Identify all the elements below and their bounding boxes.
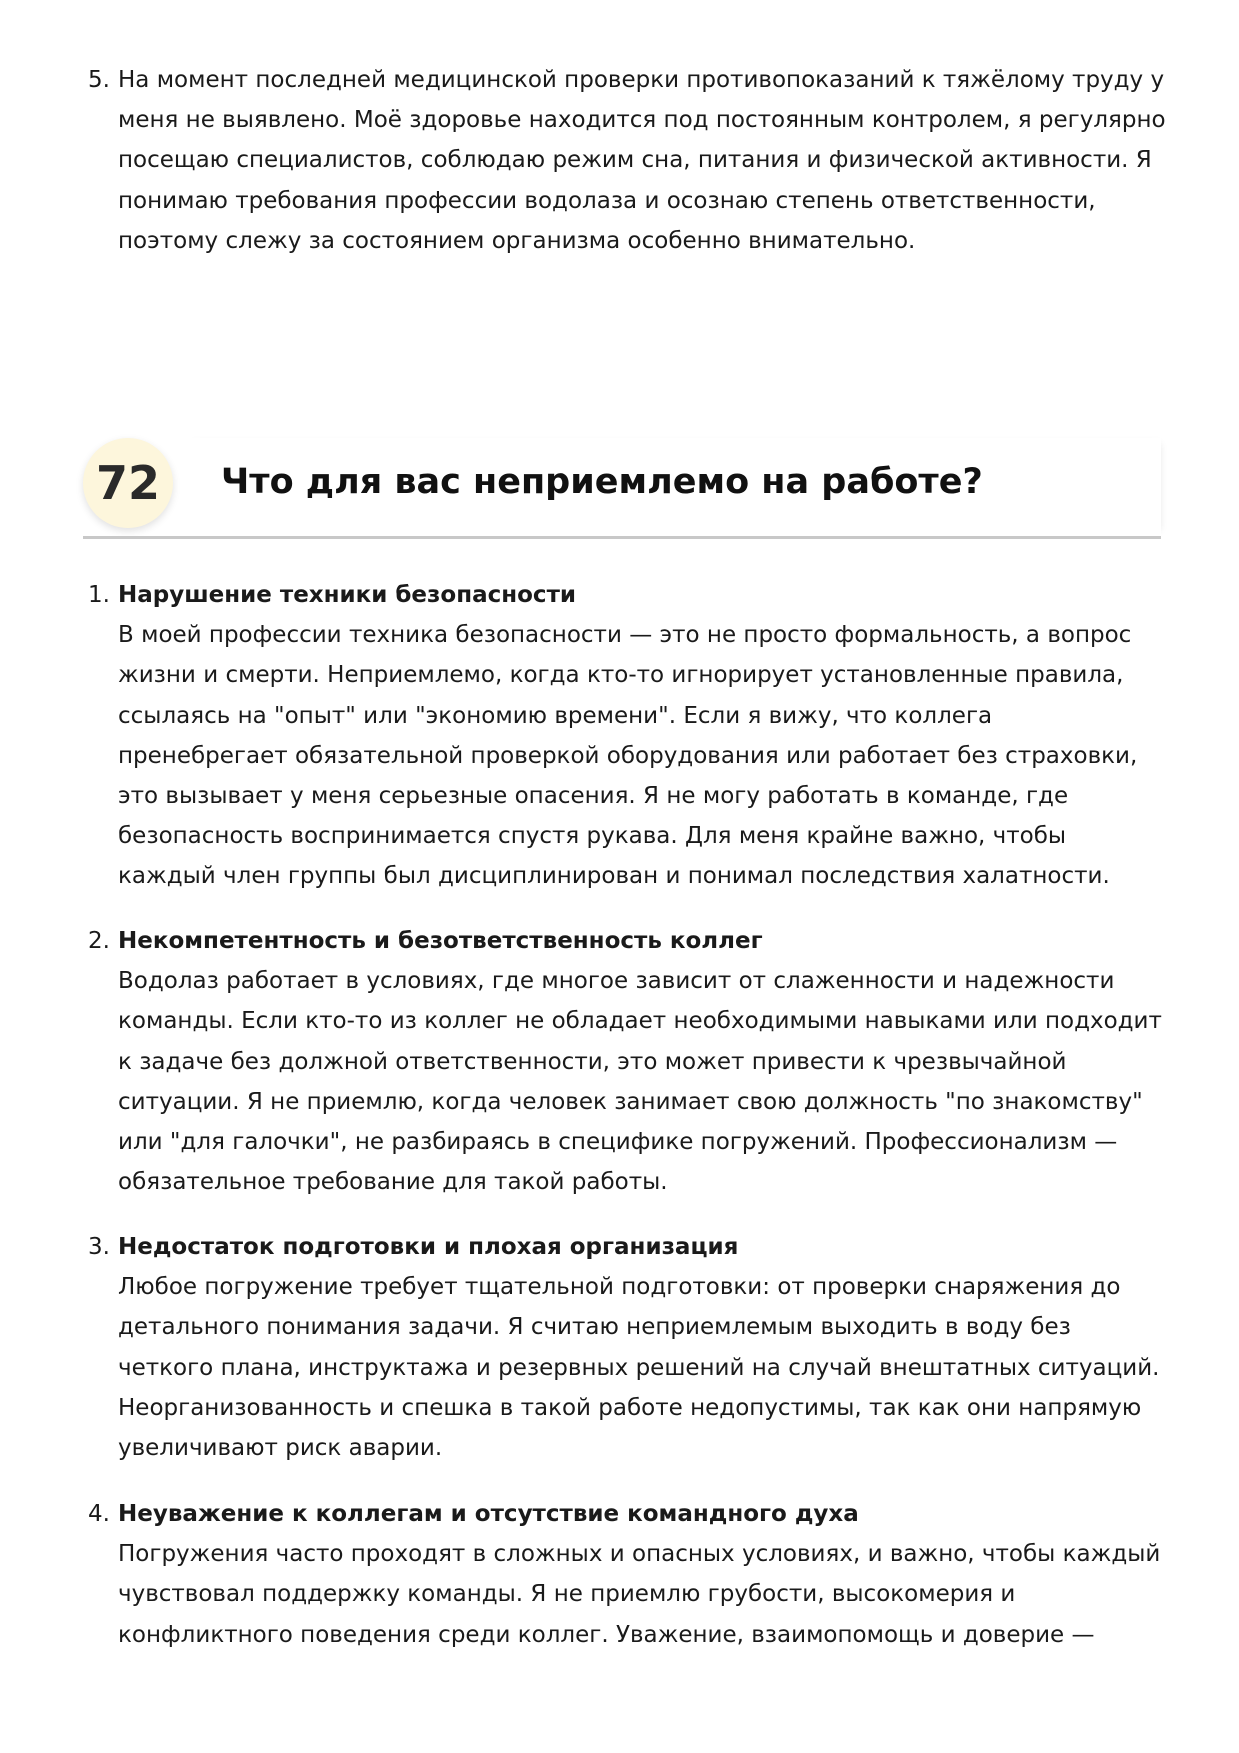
list-number: 2. [88, 928, 110, 954]
section-header [83, 438, 1161, 538]
list-item-text: В моей профессии техника безопасности — это не просто формальность, а вопрос жизни и смерти. Неприемлемо, когда кто-то игнорирует установленные правила, ссылаясь на "опыт" или "экономию времени". Если я вижу, что коллега пренебрегает обязательной проверкой оборудования или работает без страховки, это вызывает у меня серьезные опасения. Я не могу работать в команде, где безопасность воспринимается спустя рукава. Для меня крайне важно, чтобы каждый член группы был дисциплинирован и понимал последствия халатности. [118, 622, 1138, 890]
list-item-1 [88, 575, 1168, 897]
list-item-text: На момент последней медицинской проверки противопоказаний к тяжёлому труду у меня не выявлено. Моё здоровье находится под постоянным контролем, я регулярно посещаю специалистов, соблюдаю режим сна, питания и физической активности. Я понимаю требования профессии водолаза и осознаю степень ответственности, поэтому слежу за состоянием организма особенно внимательно. [118, 67, 1166, 254]
list-item-heading: Недостаток подготовки и плохая организация [118, 1234, 739, 1260]
list-item-heading: Некомпетентность и безответственность коллег [118, 928, 763, 954]
list-number: 5. [88, 67, 110, 93]
question-number-badge: 72 [83, 438, 173, 528]
section-divider [83, 536, 1161, 539]
section-title: Что для вас неприемлемо на работе? [221, 462, 983, 502]
list-number: 4. [88, 1501, 110, 1527]
list-item-2 [88, 921, 1168, 1202]
list-item-text: Водолаз работает в условиях, где многое зависит от слаженности и надежности команды. Если кто-то из коллег не обладает необходимыми навыками или подходит к задаче без должной ответственности, это может привести к чрезвычайной ситуации. Я не приемлю, когда человек занимает свою должность "по знакомству" или "для галочки", не разбираясь в специфике погружений. Профессионализм — обязательное требование для такой работы. [118, 968, 1162, 1196]
list-item-5 [88, 60, 1168, 261]
list-item-4 [88, 1494, 1168, 1655]
list-number: 3. [88, 1234, 110, 1260]
list-item-text: Погружения часто проходят в сложных и опасных условиях, и важно, чтобы каждый чувствовал поддержку команды. Я не приемлю грубости, высокомерия и конфликтного поведения среди коллег. Уважение, взаимопомощь и доверие — [118, 1541, 1161, 1648]
list-number: 1. [88, 582, 110, 608]
list-item-heading: Неуважение к коллегам и отсутствие командного духа [118, 1501, 859, 1527]
list-item-3 [88, 1227, 1168, 1468]
list-item-text: Любое погружение требует тщательной подготовки: от проверки снаряжения до детального понимания задачи. Я считаю неприемлемым выходить в воду без четкого плана, инструктажа и резервных решений на случай внештатных ситуаций. Неорганизованность и спешка в такой работе недопустимы, так как они напрямую увеличивают риск аварии. [118, 1274, 1160, 1462]
list-item-heading: Нарушение техники безопасности [118, 582, 577, 608]
